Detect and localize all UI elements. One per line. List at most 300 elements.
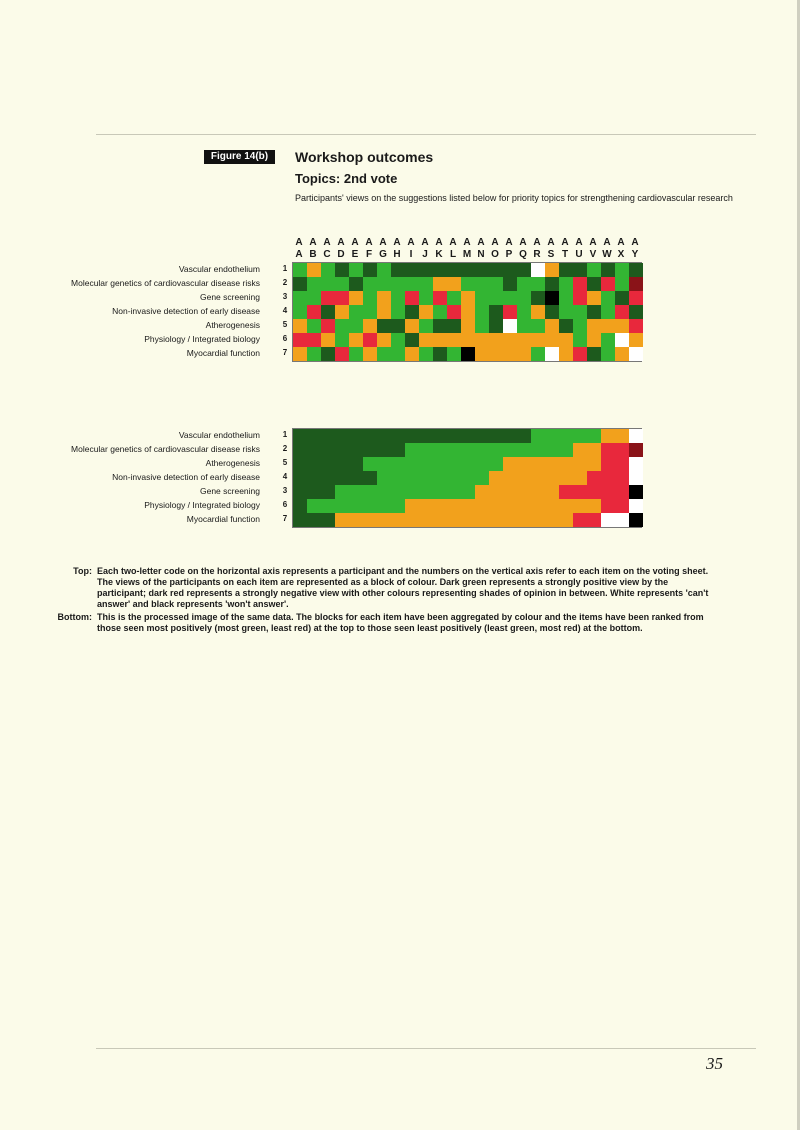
vote-cell	[615, 347, 629, 361]
vote-cell	[601, 277, 615, 291]
row-number: 7	[282, 348, 288, 357]
vote-cell	[293, 485, 307, 499]
column-code-bottom: H	[393, 249, 401, 260]
vote-cell	[489, 305, 503, 319]
vote-cell	[559, 263, 573, 277]
vote-cell	[363, 305, 377, 319]
vote-cell	[545, 277, 559, 291]
vote-cell	[349, 513, 363, 527]
vote-cell	[531, 429, 545, 443]
page-title: Workshop outcomes	[295, 149, 434, 165]
vote-cell	[601, 305, 615, 319]
column-code-bottom: S	[547, 249, 555, 260]
vote-cell	[559, 333, 573, 347]
vote-cell	[433, 305, 447, 319]
vote-cell	[419, 347, 433, 361]
vote-cell	[335, 513, 349, 527]
vote-cell	[391, 443, 405, 457]
vote-cell	[475, 305, 489, 319]
vote-cell	[531, 263, 545, 277]
vote-cell	[559, 291, 573, 305]
vote-cell	[461, 513, 475, 527]
vote-cell	[503, 443, 517, 457]
vote-cell	[615, 263, 629, 277]
vote-cell	[475, 291, 489, 305]
caption-bottom-heading: Bottom:	[57, 612, 92, 622]
vote-cell	[391, 499, 405, 513]
page-number: 35	[706, 1054, 723, 1073]
vote-cell	[601, 333, 615, 347]
vote-cell	[615, 485, 629, 499]
row-number: 2	[282, 444, 288, 453]
vote-cell	[489, 499, 503, 513]
vote-cell	[321, 513, 335, 527]
vote-cell	[405, 513, 419, 527]
column-code-top: A	[365, 237, 373, 248]
vote-cell	[475, 429, 489, 443]
vote-cell	[293, 443, 307, 457]
vote-cell	[629, 499, 643, 513]
vote-cell	[377, 499, 391, 513]
vote-cell	[629, 485, 643, 499]
column-code-bottom: I	[409, 249, 413, 260]
vote-cell	[461, 347, 475, 361]
vote-cell	[531, 443, 545, 457]
vote-cell	[433, 499, 447, 513]
vote-cell	[349, 291, 363, 305]
vote-cell	[433, 485, 447, 499]
vote-cell	[447, 333, 461, 347]
vote-cell	[629, 333, 643, 347]
vote-cell	[321, 263, 335, 277]
vote-cell	[601, 319, 615, 333]
vote-cell	[615, 429, 629, 443]
vote-cell	[503, 513, 517, 527]
vote-cell	[629, 319, 643, 333]
vote-cell	[601, 443, 615, 457]
vote-cell	[531, 305, 545, 319]
vote-cell	[433, 263, 447, 277]
vote-cell	[307, 277, 321, 291]
vote-cell	[531, 291, 545, 305]
row-number: 1	[282, 264, 288, 273]
vote-cell	[587, 305, 601, 319]
vote-cell	[363, 263, 377, 277]
vote-cell	[447, 263, 461, 277]
vote-cell	[447, 319, 461, 333]
vote-cell	[335, 485, 349, 499]
vote-cell	[587, 333, 601, 347]
vote-cell	[391, 319, 405, 333]
column-code-bottom: M	[462, 249, 472, 260]
vote-cell	[391, 485, 405, 499]
column-code-top: A	[617, 237, 625, 248]
vote-cell	[573, 347, 587, 361]
vote-cell	[545, 429, 559, 443]
vote-cell	[475, 457, 489, 471]
vote-cell	[335, 291, 349, 305]
vote-cell	[447, 485, 461, 499]
vote-cell	[419, 457, 433, 471]
vote-cell	[363, 429, 377, 443]
vote-cell	[307, 485, 321, 499]
row-label: Molecular genetics of cardiovascular disease risks	[71, 444, 260, 454]
column-code-bottom: O	[491, 249, 499, 260]
vote-cell	[517, 305, 531, 319]
vote-cell	[307, 291, 321, 305]
column-code-top: A	[603, 237, 611, 248]
row-label: Physiology / Integrated biology	[144, 500, 260, 510]
column-code-top: A	[337, 237, 345, 248]
vote-cell	[531, 457, 545, 471]
vote-cell	[447, 499, 461, 513]
vote-cell	[489, 347, 503, 361]
vote-cell	[405, 429, 419, 443]
vote-cell	[461, 471, 475, 485]
vote-cell	[363, 485, 377, 499]
bottom-aggregated-grid	[292, 428, 642, 528]
vote-cell	[461, 263, 475, 277]
vote-cell	[517, 429, 531, 443]
column-code-bottom: K	[435, 249, 443, 260]
bottom-rule	[96, 1048, 756, 1049]
column-code-top: A	[589, 237, 597, 248]
vote-cell	[475, 513, 489, 527]
row-label: Molecular genetics of cardiovascular disease risks	[71, 278, 260, 288]
top-vote-grid	[292, 262, 642, 362]
vote-cell	[433, 429, 447, 443]
row-number: 6	[282, 500, 288, 509]
vote-cell	[335, 429, 349, 443]
vote-cell	[307, 429, 321, 443]
vote-cell	[377, 333, 391, 347]
vote-cell	[447, 457, 461, 471]
participant-code-axis	[0, 237, 800, 261]
column-code-bottom: E	[351, 249, 359, 260]
vote-cell	[461, 277, 475, 291]
vote-cell	[601, 471, 615, 485]
row-label: Non-invasive detection of early disease	[112, 472, 260, 482]
vote-cell	[433, 319, 447, 333]
vote-cell	[377, 319, 391, 333]
vote-cell	[531, 347, 545, 361]
vote-cell	[517, 291, 531, 305]
vote-cell	[293, 319, 307, 333]
vote-cell	[405, 457, 419, 471]
caption-top-heading: Top:	[73, 566, 92, 576]
vote-cell	[545, 457, 559, 471]
vote-cell	[475, 499, 489, 513]
vote-cell	[475, 443, 489, 457]
vote-cell	[433, 443, 447, 457]
vote-cell	[349, 305, 363, 319]
vote-cell	[503, 485, 517, 499]
vote-cell	[601, 263, 615, 277]
vote-cell	[517, 457, 531, 471]
vote-cell	[377, 291, 391, 305]
vote-cell	[391, 277, 405, 291]
row-number: 4	[282, 472, 288, 481]
vote-cell	[489, 291, 503, 305]
vote-cell	[391, 347, 405, 361]
vote-cell	[587, 263, 601, 277]
column-code-bottom: N	[477, 249, 485, 260]
vote-cell	[545, 499, 559, 513]
vote-cell	[405, 305, 419, 319]
vote-cell	[475, 471, 489, 485]
vote-cell	[335, 305, 349, 319]
vote-cell	[293, 333, 307, 347]
vote-cell	[349, 429, 363, 443]
vote-cell	[475, 333, 489, 347]
column-code-bottom: Q	[519, 249, 527, 260]
vote-cell	[517, 277, 531, 291]
vote-cell	[349, 499, 363, 513]
vote-cell	[363, 471, 377, 485]
row-label: Non-invasive detection of early disease	[112, 306, 260, 316]
vote-cell	[531, 333, 545, 347]
vote-cell	[391, 305, 405, 319]
vote-cell	[587, 443, 601, 457]
column-code-top: A	[295, 237, 303, 248]
vote-cell	[615, 291, 629, 305]
column-code-bottom: B	[309, 249, 317, 260]
vote-cell	[419, 513, 433, 527]
row-number: 6	[282, 334, 288, 343]
vote-cell	[559, 429, 573, 443]
vote-cell	[587, 513, 601, 527]
vote-cell	[349, 443, 363, 457]
vote-cell	[517, 485, 531, 499]
vote-cell	[629, 263, 643, 277]
column-code-top: A	[393, 237, 401, 248]
vote-cell	[377, 277, 391, 291]
vote-cell	[307, 263, 321, 277]
vote-cell	[321, 291, 335, 305]
vote-cell	[461, 485, 475, 499]
vote-cell	[307, 333, 321, 347]
column-code-top: A	[379, 237, 387, 248]
vote-cell	[503, 277, 517, 291]
vote-cell	[559, 319, 573, 333]
vote-cell	[433, 277, 447, 291]
row-number: 2	[282, 278, 288, 287]
vote-cell	[573, 429, 587, 443]
column-code-top: A	[491, 237, 499, 248]
vote-cell	[461, 319, 475, 333]
vote-cell	[433, 333, 447, 347]
column-code-bottom: A	[295, 249, 303, 260]
vote-cell	[531, 513, 545, 527]
column-code-top: A	[631, 237, 639, 248]
vote-cell	[419, 277, 433, 291]
vote-cell	[503, 263, 517, 277]
caption-bottom-text: This is the processed image of the same data. The blocks for each item have been aggregated by colour and the items have been ranked from those seen most positively (most green, least red) at the top to those seen least positively (least green, most red) at the bottom.	[97, 612, 704, 633]
vote-cell	[475, 263, 489, 277]
vote-cell	[363, 513, 377, 527]
vote-cell	[321, 319, 335, 333]
column-code-top: A	[477, 237, 485, 248]
vote-cell	[447, 429, 461, 443]
vote-cell	[573, 457, 587, 471]
vote-cell	[517, 513, 531, 527]
vote-cell	[419, 485, 433, 499]
vote-cell	[349, 333, 363, 347]
vote-cell	[377, 305, 391, 319]
vote-cell	[405, 263, 419, 277]
vote-cell	[531, 277, 545, 291]
vote-cell	[363, 291, 377, 305]
row-number: 5	[282, 458, 288, 467]
row-label: Physiology / Integrated biology	[144, 334, 260, 344]
vote-cell	[573, 305, 587, 319]
column-code-bottom: D	[337, 249, 345, 260]
vote-cell	[475, 485, 489, 499]
vote-cell	[293, 305, 307, 319]
vote-cell	[391, 333, 405, 347]
vote-cell	[405, 443, 419, 457]
vote-cell	[517, 263, 531, 277]
row-number: 1	[282, 430, 288, 439]
vote-cell	[573, 471, 587, 485]
vote-cell	[293, 471, 307, 485]
vote-cell	[321, 277, 335, 291]
vote-cell	[377, 347, 391, 361]
vote-cell	[349, 471, 363, 485]
vote-cell	[461, 291, 475, 305]
vote-cell	[489, 333, 503, 347]
vote-cell	[587, 457, 601, 471]
column-code-top: A	[463, 237, 471, 248]
column-code-top: A	[323, 237, 331, 248]
vote-cell	[559, 277, 573, 291]
row-label: Atherogenesis	[205, 458, 260, 468]
vote-cell	[363, 347, 377, 361]
vote-cell	[307, 457, 321, 471]
vote-cell	[335, 277, 349, 291]
column-code-bottom: R	[533, 249, 541, 260]
vote-cell	[335, 333, 349, 347]
vote-cell	[391, 263, 405, 277]
vote-cell	[559, 457, 573, 471]
vote-cell	[293, 263, 307, 277]
column-code-bottom: P	[505, 249, 513, 260]
vote-cell	[377, 485, 391, 499]
row-label: Gene screening	[199, 486, 260, 496]
vote-cell	[405, 347, 419, 361]
vote-cell	[405, 291, 419, 305]
vote-cell	[391, 457, 405, 471]
column-code-bottom: T	[561, 249, 569, 260]
vote-cell	[489, 263, 503, 277]
vote-cell	[573, 485, 587, 499]
vote-cell	[363, 499, 377, 513]
column-code-top: A	[561, 237, 569, 248]
vote-cell	[615, 457, 629, 471]
vote-cell	[433, 513, 447, 527]
vote-cell	[433, 457, 447, 471]
vote-cell	[559, 513, 573, 527]
vote-cell	[391, 513, 405, 527]
vote-cell	[545, 513, 559, 527]
vote-cell	[349, 277, 363, 291]
vote-cell	[573, 513, 587, 527]
vote-cell	[377, 457, 391, 471]
vote-cell	[307, 319, 321, 333]
vote-cell	[531, 471, 545, 485]
vote-cell	[405, 333, 419, 347]
vote-cell	[615, 513, 629, 527]
vote-cell	[321, 347, 335, 361]
vote-cell	[489, 429, 503, 443]
vote-cell	[335, 499, 349, 513]
vote-cell	[321, 471, 335, 485]
row-label: Myocardial function	[186, 514, 260, 524]
vote-cell	[377, 263, 391, 277]
vote-cell	[573, 443, 587, 457]
vote-cell	[615, 443, 629, 457]
vote-cell	[629, 347, 643, 361]
vote-cell	[601, 499, 615, 513]
column-code-bottom: F	[365, 249, 373, 260]
row-number: 3	[282, 292, 288, 301]
vote-cell	[363, 457, 377, 471]
column-code-top: A	[421, 237, 429, 248]
row-label: Myocardial function	[186, 348, 260, 358]
column-code-bottom: Y	[631, 249, 639, 260]
vote-cell	[349, 319, 363, 333]
vote-cell	[405, 499, 419, 513]
vote-cell	[307, 513, 321, 527]
vote-cell	[531, 485, 545, 499]
vote-cell	[447, 443, 461, 457]
top-rule	[96, 134, 756, 135]
vote-cell	[293, 499, 307, 513]
vote-cell	[419, 291, 433, 305]
vote-cell	[489, 443, 503, 457]
vote-cell	[503, 333, 517, 347]
vote-cell	[419, 471, 433, 485]
vote-cell	[629, 429, 643, 443]
vote-cell	[629, 277, 643, 291]
vote-cell	[475, 277, 489, 291]
vote-cell	[335, 457, 349, 471]
vote-cell	[517, 333, 531, 347]
vote-cell	[503, 429, 517, 443]
vote-cell	[447, 471, 461, 485]
vote-cell	[503, 347, 517, 361]
vote-cell	[447, 513, 461, 527]
vote-cell	[545, 471, 559, 485]
vote-cell	[447, 277, 461, 291]
vote-cell	[559, 499, 573, 513]
column-code-top: A	[547, 237, 555, 248]
vote-cell	[433, 471, 447, 485]
vote-cell	[335, 443, 349, 457]
vote-cell	[517, 499, 531, 513]
row-label: Gene screening	[199, 292, 260, 302]
vote-cell	[321, 457, 335, 471]
vote-cell	[573, 333, 587, 347]
vote-cell	[601, 429, 615, 443]
page-subtitle: Topics: 2nd vote	[295, 171, 398, 186]
vote-cell	[629, 305, 643, 319]
vote-cell	[489, 485, 503, 499]
vote-cell	[391, 291, 405, 305]
row-label: Vascular endothelium	[178, 430, 260, 440]
row-number: 7	[282, 514, 288, 523]
vote-cell	[629, 513, 643, 527]
